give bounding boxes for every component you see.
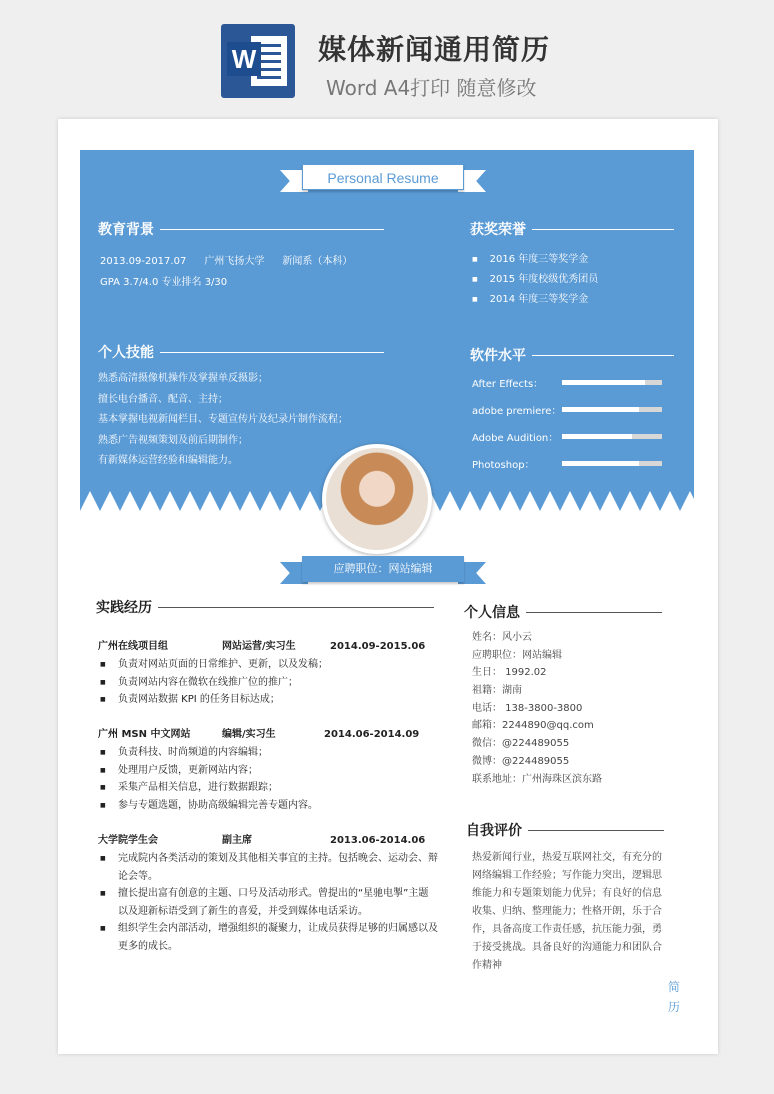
software-level-bar xyxy=(562,407,662,412)
education-major: 新闻系（本科） xyxy=(282,256,353,267)
software-level-bar xyxy=(562,461,662,466)
job-org: 广州在线项目组 xyxy=(98,641,168,652)
software-row xyxy=(472,429,662,444)
education-heading: 教育背景 xyxy=(98,219,384,239)
job-bullet: ■ 负责网站内容在微软在线推广位的推广； xyxy=(98,674,438,692)
education-details xyxy=(100,252,352,293)
skills-heading: 个人技能 xyxy=(98,342,384,362)
avatar xyxy=(326,448,428,550)
experience-heading: 实践经历 xyxy=(96,597,434,617)
personal-resume-banner: Personal Resume xyxy=(302,164,464,190)
job-period: 2013.06-2014.06 xyxy=(330,835,426,846)
header-subtitle: Word A4打印 随意修改 xyxy=(326,76,537,100)
job-entry xyxy=(98,638,438,709)
info-weibo: 微博：@224489055 xyxy=(472,755,570,767)
software-row xyxy=(472,375,662,390)
education-period: 2013.09-2017.07 xyxy=(100,256,187,267)
software-name: Adobe Audition： xyxy=(472,433,559,444)
job-bullet: ■ 组织学生会内部活动，增强组织的凝聚力，让成员获得足够的归属感以及更多的成长。 xyxy=(98,920,438,955)
software-name: After Effects： xyxy=(472,379,544,390)
job-bullet: ■ 采集产品相关信息，进行数据跟踪； xyxy=(98,779,438,797)
info-email: 邮箱：2244890@qq.com xyxy=(472,720,594,732)
info-hometown: 祖籍：湖南 xyxy=(472,685,522,697)
info-position: 应聘职位：网站编辑 xyxy=(472,649,562,661)
job-bullet: ■ 负责对网站页面的日常维护、更新，以及发稿； xyxy=(98,656,438,674)
job-entry xyxy=(98,726,438,814)
skill-line: 熟悉广告视频策划及前后期制作； xyxy=(98,434,248,446)
skill-line: 基本掌握电视新闻栏目、专题宣传片及纪录片制作流程； xyxy=(98,414,348,425)
award-item: ■ 2014 年度三等奖学金 xyxy=(472,290,598,310)
position-ribbon: 应聘职位：网站编辑 xyxy=(302,556,464,582)
awards-list xyxy=(472,250,598,310)
page-header xyxy=(0,0,774,118)
word-logo-icon: W xyxy=(221,24,295,98)
software-row xyxy=(472,456,662,471)
job-bullet: ■ 负责科技、时尚频道的内容编辑； xyxy=(98,744,438,762)
job-bullet: ■ 处理用户反馈，更新网站内容； xyxy=(98,762,438,780)
education-gpa: GPA 3.7/4.0 专业排名 3/30 xyxy=(100,276,228,288)
software-row xyxy=(472,402,662,417)
job-role: 编辑/实习生 xyxy=(222,729,276,740)
info-phone: 电话： 138-3800-3800 xyxy=(472,702,583,714)
info-wechat: 微信：@224489055 xyxy=(472,738,570,750)
skill-line: 有新媒体运营经验和编辑能力。 xyxy=(98,455,238,466)
awards-heading: 获奖荣誉 xyxy=(470,219,674,239)
skill-line: 熟悉高清摄像机操作及掌握单反摄影； xyxy=(98,373,268,384)
self-evaluation-text: 热爱新闻行业，热爱互联网社交，有充分的网络编辑工作经验；写作能力突出，逻辑思维能力和专题策划能力优异；有良好的信息收集、归纳、整理能力；性格开朗，乐于合作，具备高度工作责任感，抗压能力强，勇于接受挑战。具备良好的沟通能力和团队合作精神 xyxy=(472,852,662,971)
self-evaluation-heading: 自我评价 xyxy=(466,820,664,840)
personal-info-heading: 个人信息 xyxy=(464,602,662,622)
info-address: 联系地址：广州海珠区滨东路 xyxy=(472,773,602,785)
info-name: 姓名：风小云 xyxy=(472,632,532,643)
job-bullet: ■ 负责网站数据 KPI 的任务目标达成； xyxy=(98,691,438,709)
award-item: ■ 2015 年度校级优秀团员 xyxy=(472,270,598,290)
job-bullet: ■ 参与专题选题，协助高级编辑完善专题内容。 xyxy=(98,797,438,815)
resume-sheet xyxy=(58,119,718,1054)
job-org: 广州 MSN 中文网站 xyxy=(98,729,191,740)
software-level-bar xyxy=(562,380,662,385)
job-bullet: ■ 擅长提出富有创意的主题、口号及活动形式。曾提出的“星驰电掣”主题以及迎新标语受到了新生的喜爱，并受到媒体电话采访。 xyxy=(98,885,438,920)
software-heading: 软件水平 xyxy=(470,345,674,365)
job-org: 大学院学生会 xyxy=(98,835,158,846)
job-role: 副主席 xyxy=(222,835,252,846)
job-entry xyxy=(98,832,438,955)
award-item: ■ 2016 年度三等奖学金 xyxy=(472,250,598,270)
job-period: 2014.06-2014.09 xyxy=(324,729,420,740)
job-role: 网站运营/实习生 xyxy=(222,641,296,652)
info-birthday: 生日： 1992.02 xyxy=(472,667,547,679)
header-title: 媒体新闻通用简历 xyxy=(318,33,551,66)
skill-line: 擅长电台播音、配音、主持； xyxy=(98,393,228,405)
software-name: Photoshop： xyxy=(472,460,535,471)
skills-list xyxy=(98,369,348,472)
personal-info-list xyxy=(472,629,602,788)
education-school: 广州飞扬大学 xyxy=(204,256,265,267)
software-level-bar xyxy=(562,434,662,439)
resume-stamp: 简 历 xyxy=(667,980,680,1014)
avatar-photo xyxy=(322,444,432,554)
software-name: adobe premiere： xyxy=(472,406,562,417)
job-bullet: ■ 完成院内各类活动的策划及其他相关事宜的主持。包括晚会、运动会、辩论会等。 xyxy=(98,850,438,885)
job-period: 2014.09-2015.06 xyxy=(330,641,426,652)
